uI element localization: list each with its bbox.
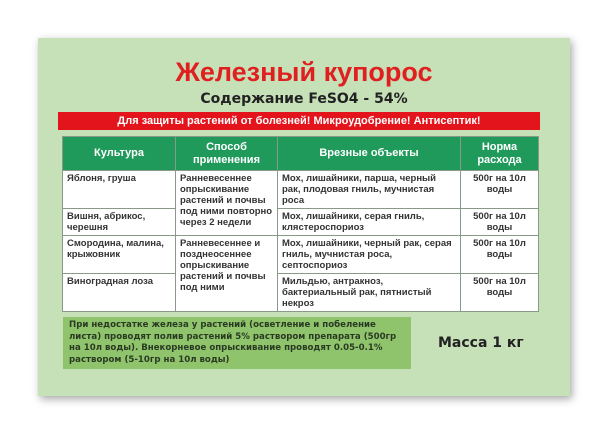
cell-rate: 500г на 10л воды — [461, 274, 539, 312]
table-row — [63, 274, 539, 312]
cell-target: Мильдью, антракноз, бактериальный рак, пятнистый некроз — [278, 274, 461, 312]
table-row — [63, 209, 539, 236]
cell-crop: Виноградная лоза — [63, 274, 176, 312]
usage-table — [62, 136, 539, 312]
header-method: Способ применения — [176, 137, 278, 171]
cell-crop: Смородина, малина, крыжовник — [63, 236, 176, 274]
product-subtitle: Содержание FeSO4 - 54% — [200, 91, 408, 107]
bottom-section — [63, 317, 570, 369]
header-rate: Норма расхода — [461, 137, 539, 171]
table-row — [63, 171, 539, 209]
cell-rate: 500г на 10л воды — [461, 236, 539, 274]
cell-target: Мох, лишайники, парша, черный рак, плодовая гниль, мучнистая роса — [278, 171, 461, 209]
cell-crop: Яблоня, груша — [63, 171, 176, 209]
table-row — [63, 236, 539, 274]
product-label — [38, 38, 570, 396]
cell-method: Ранневесеннее и позднеосеннее опрыскивание растений и почвы под ними — [176, 236, 278, 312]
cell-target: Мох, лишайники, черный рак, серая гниль, мучнистая роса, септоспориоз — [278, 236, 461, 274]
header-target: Врезные объекты — [278, 137, 461, 171]
cell-rate: 500г на 10л воды — [461, 171, 539, 209]
cell-target: Мох, лишайники, серая гниль, клястероспориоз — [278, 209, 461, 236]
table-header-row — [63, 137, 539, 171]
purpose-banner: Для защиты растений от болезней! Микроудобрение! Антисептик! — [58, 112, 540, 130]
cell-crop: Вишня, абрикос, черешня — [63, 209, 176, 236]
header-crop: Культура — [63, 137, 176, 171]
iron-deficiency-note: При недостатке железа у растений (осветление и побеление листа) проводят полив растений 5% раствором препарата (500гр на 10л воды). Внекорневое опрыскивание проводят 0.05-0.1% раствором (5-10гр на 10л воды) — [63, 317, 411, 369]
cell-rate: 500г на 10л воды — [461, 209, 539, 236]
product-title: Железный купорос — [175, 57, 433, 87]
cell-method: Ранневесеннее опрыскивание растений и почвы под ними повторно через 2 недели — [176, 171, 278, 236]
net-weight: Масса 1 кг — [438, 335, 524, 351]
